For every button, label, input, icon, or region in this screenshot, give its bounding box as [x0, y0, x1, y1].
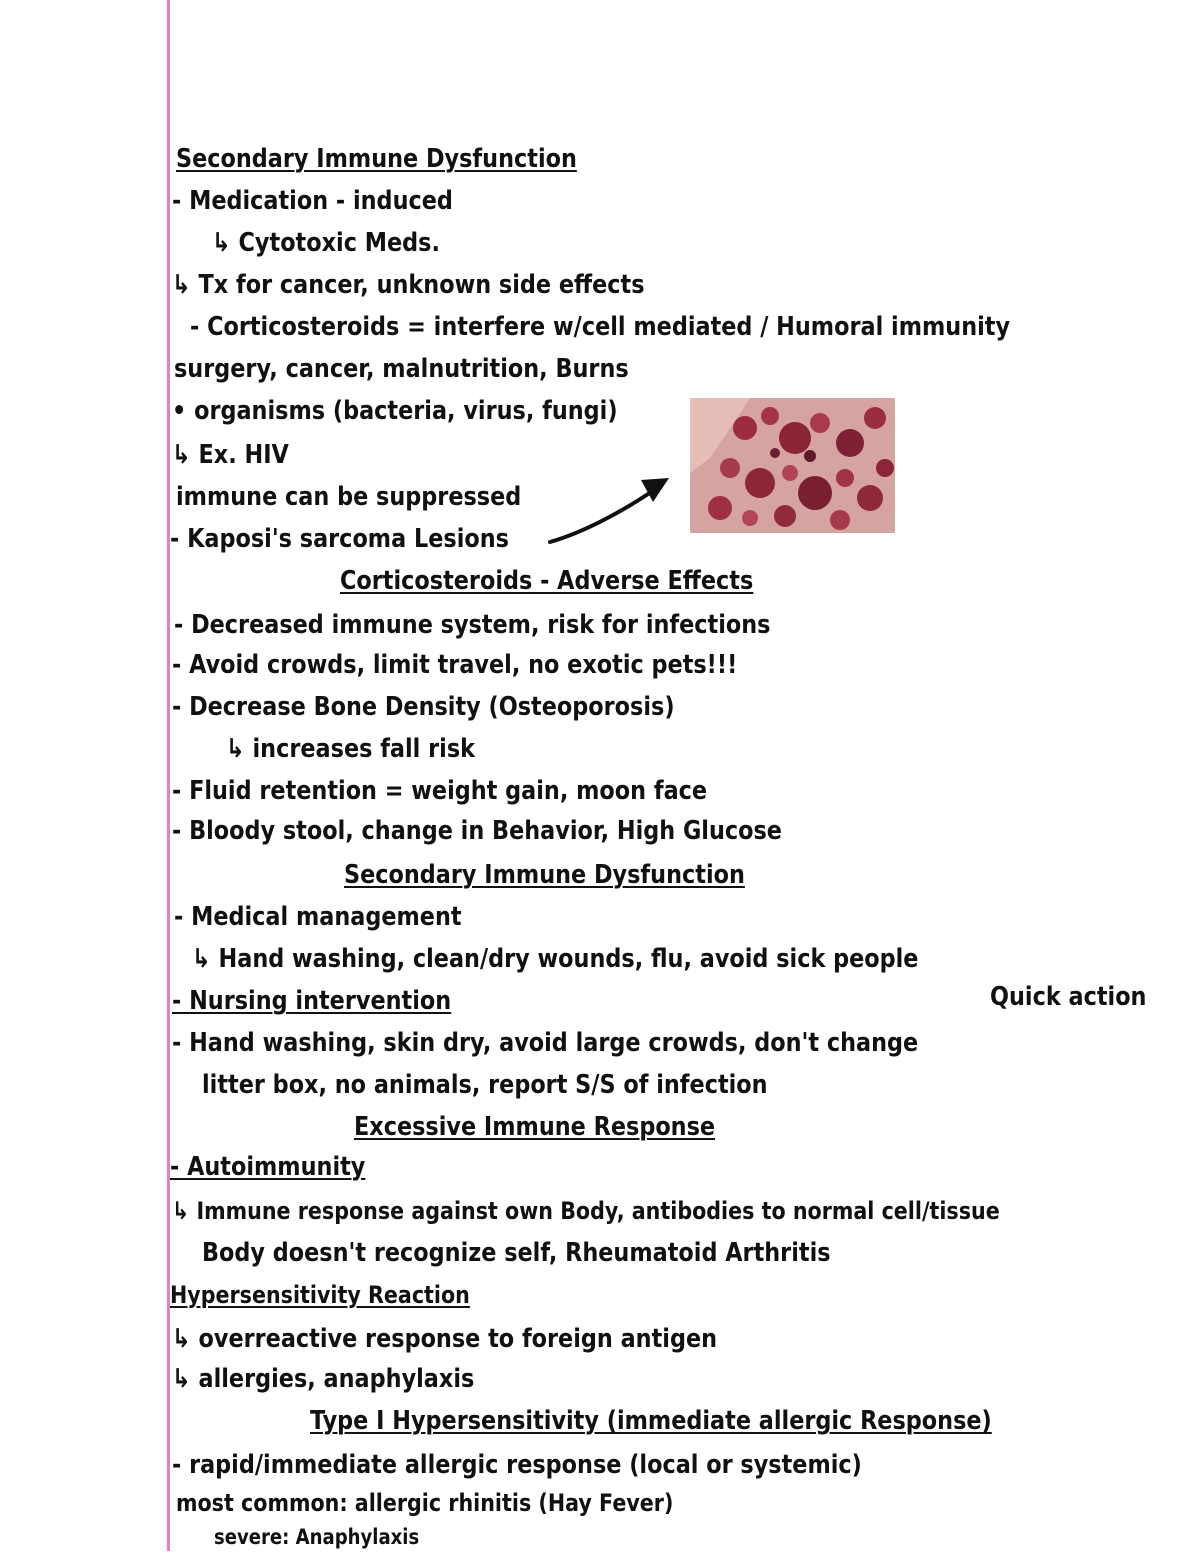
- note-rapid-immediate-response: - rapid/immediate allergic response (local or systemic): [172, 1450, 862, 1480]
- note-severe-anaphylaxis: severe: Anaphylaxis: [214, 1525, 420, 1549]
- note-organisms: • organisms (bacteria, virus, fungi): [172, 396, 618, 426]
- note-quick-action: Quick action: [990, 982, 1147, 1012]
- note-increases-fall-risk: ↳ increases fall risk: [226, 734, 476, 764]
- note-litter-box: litter box, no animals, report S/S of infection: [202, 1070, 768, 1100]
- note-avoid-crowds: - Avoid crowds, limit travel, no exotic pets!!!: [172, 650, 738, 680]
- heading-secondary-immune-dysfunction: Secondary Immune Dysfunction: [176, 144, 577, 174]
- note-body-doesnt-recognize: Body doesn't recognize self, Rheumatoid Arthritis: [202, 1238, 831, 1268]
- note-immune-response-against-body: ↳ Immune response against own Body, antibodies to normal cell/tissue: [172, 1197, 1000, 1225]
- heading-type-i-hypersensitivity: Type I Hypersensitivity (immediate allergic Response): [310, 1406, 992, 1436]
- note-medication-induced: - Medication - induced: [172, 186, 453, 216]
- notebook-margin-line: [167, 0, 170, 1551]
- heading-autoimmunity: - Autoimmunity: [170, 1152, 366, 1182]
- heading-corticosteroids-adverse-effects: Corticosteroids - Adverse Effects: [340, 566, 754, 596]
- note-overreactive-response: ↳ overreactive response to foreign antigen: [172, 1324, 718, 1354]
- heading-excessive-immune-response: Excessive Immune Response: [354, 1112, 716, 1142]
- note-immune-suppressed: immune can be suppressed: [176, 482, 522, 512]
- note-decrease-bone-density: - Decrease Bone Density (Osteoporosis): [172, 692, 675, 722]
- heading-nursing-intervention: - Nursing intervention: [172, 986, 452, 1016]
- note-bloody-stool: - Bloody stool, change in Behavior, High Glucose: [172, 816, 782, 846]
- note-medical-management: - Medical management: [174, 902, 462, 932]
- note-most-common-rhinitis: most common: allergic rhinitis (Hay Fever): [176, 1489, 674, 1517]
- note-allergies-anaphylaxis: ↳ allergies, anaphylaxis: [172, 1364, 475, 1394]
- kaposi-sarcoma-photo: [690, 398, 895, 533]
- heading-secondary-immune-dysfunction-2: Secondary Immune Dysfunction: [344, 860, 745, 890]
- arrow-to-photo-icon: [545, 470, 675, 550]
- note-tx-for-cancer: ↳ Tx for cancer, unknown side effects: [172, 270, 645, 300]
- note-decreased-immune-system: - Decreased immune system, risk for infections: [174, 610, 771, 640]
- note-ex-hiv: ↳ Ex. HIV: [172, 440, 289, 470]
- note-kaposi-lesions: - Kaposi's sarcoma Lesions: [170, 524, 509, 554]
- note-fluid-retention: - Fluid retention = weight gain, moon face: [172, 776, 708, 806]
- heading-hypersensitivity-reaction: Hypersensitivity Reaction: [170, 1281, 470, 1309]
- note-hand-washing-clean-wounds: ↳ Hand washing, clean/dry wounds, flu, avoid sick people: [192, 944, 919, 974]
- note-hand-washing-skin-dry: - Hand washing, skin dry, avoid large crowds, don't change: [172, 1028, 919, 1058]
- note-corticosteroids-interfere: - Corticosteroids = interfere w/cell mediated / Humoral immunity: [190, 312, 1011, 342]
- note-surgery-cancer: surgery, cancer, malnutrition, Burns: [174, 354, 629, 384]
- note-cytotoxic-meds: ↳ Cytotoxic Meds.: [212, 228, 440, 258]
